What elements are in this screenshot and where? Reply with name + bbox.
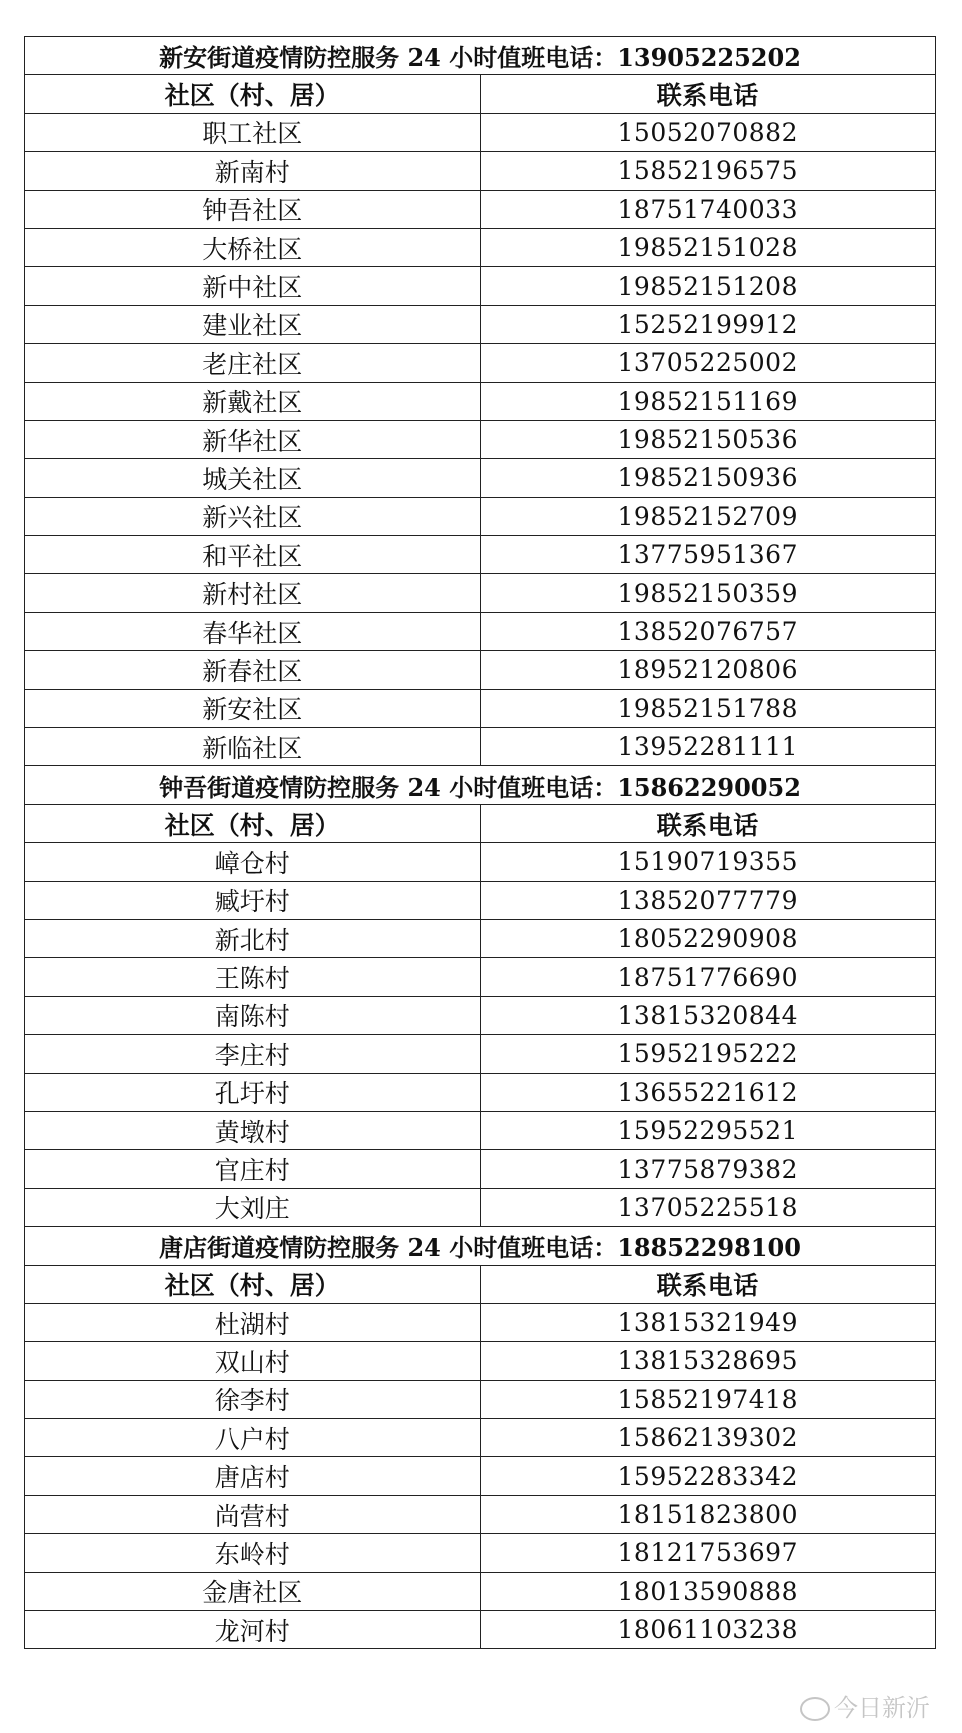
table-row (25, 1073, 936, 1111)
table-row (25, 843, 936, 881)
section-title-row (25, 1227, 936, 1265)
contact-phone: 13952281111 (480, 728, 936, 766)
column-header-phone: 联系电话 (480, 804, 936, 842)
community-name: 大桥社区 (25, 228, 481, 266)
table-row (25, 497, 936, 535)
community-name: 官庄村 (25, 1150, 481, 1188)
contact-phone: 13815328695 (480, 1342, 936, 1380)
watermark-text: 今日新沂 (834, 1694, 930, 1722)
contact-phone: 13775879382 (480, 1150, 936, 1188)
table-row (25, 420, 936, 458)
section-title: 新安街道疫情防控服务 24 小时值班电话：13905225202 (25, 37, 936, 75)
community-name: 新春社区 (25, 651, 481, 689)
community-name: 黄墩村 (25, 1111, 481, 1149)
community-name: 职工社区 (25, 113, 481, 151)
contact-phone: 18151823800 (480, 1495, 936, 1533)
community-name: 新村社区 (25, 574, 481, 612)
table-row (25, 1572, 936, 1610)
contact-phone: 15190719355 (480, 843, 936, 881)
table-row (25, 459, 936, 497)
community-name: 徐李村 (25, 1380, 481, 1418)
table-row (25, 1035, 936, 1073)
contact-phone: 19852150359 (480, 574, 936, 612)
table-row (25, 113, 936, 151)
section-title-row (25, 766, 936, 804)
community-name: 和平社区 (25, 536, 481, 574)
table-row (25, 996, 936, 1034)
contact-phone: 19852151208 (480, 267, 936, 305)
section-title: 钟吾街道疫情防控服务 24 小时值班电话：15862290052 (25, 766, 936, 804)
table-row (25, 919, 936, 957)
table-row (25, 1342, 936, 1380)
community-name: 新安社区 (25, 689, 481, 727)
community-name: 新临社区 (25, 728, 481, 766)
community-name: 东岭村 (25, 1534, 481, 1572)
contact-phone: 13815321949 (480, 1303, 936, 1341)
table-row (25, 1611, 936, 1649)
community-name: 孔圩村 (25, 1073, 481, 1111)
table-row (25, 267, 936, 305)
contact-phone: 18052290908 (480, 919, 936, 957)
contact-phone: 15852196575 (480, 152, 936, 190)
contact-phone: 19852151028 (480, 228, 936, 266)
contact-phone: 15052070882 (480, 113, 936, 151)
column-header-row (25, 1265, 936, 1303)
community-name: 南陈村 (25, 996, 481, 1034)
community-name: 新戴社区 (25, 382, 481, 420)
section-title: 唐店街道疫情防控服务 24 小时值班电话：18852298100 (25, 1227, 936, 1265)
column-header-community: 社区（村、居） (25, 75, 481, 113)
community-name: 新中社区 (25, 267, 481, 305)
community-name: 新南村 (25, 152, 481, 190)
community-name: 新兴社区 (25, 497, 481, 535)
table-row (25, 689, 936, 727)
contact-phone: 15852197418 (480, 1380, 936, 1418)
column-header-community: 社区（村、居） (25, 1265, 481, 1303)
table-row (25, 190, 936, 228)
table-row (25, 152, 936, 190)
contact-phone: 13705225002 (480, 344, 936, 382)
community-name: 双山村 (25, 1342, 481, 1380)
source-watermark (800, 1688, 930, 1723)
table-row (25, 728, 936, 766)
contact-phone: 18013590888 (480, 1572, 936, 1610)
table-row (25, 1188, 936, 1226)
community-name: 老庄社区 (25, 344, 481, 382)
community-name: 杜湖村 (25, 1303, 481, 1341)
table-row (25, 612, 936, 650)
contact-phone: 13705225518 (480, 1188, 936, 1226)
community-name: 钟吾社区 (25, 190, 481, 228)
community-name: 唐店村 (25, 1457, 481, 1495)
column-header-phone: 联系电话 (480, 75, 936, 113)
hotline-table-body (25, 37, 936, 1649)
table-row (25, 1534, 936, 1572)
contact-phone: 19852152709 (480, 497, 936, 535)
section-title-row (25, 37, 936, 75)
table-row (25, 344, 936, 382)
contact-phone: 18751740033 (480, 190, 936, 228)
contact-phone: 19852150536 (480, 420, 936, 458)
contact-phone: 15952283342 (480, 1457, 936, 1495)
table-row (25, 1303, 936, 1341)
community-name: 尚营村 (25, 1495, 481, 1533)
contact-phone: 18121753697 (480, 1534, 936, 1572)
table-row (25, 1380, 936, 1418)
contact-phone: 19852151169 (480, 382, 936, 420)
contact-phone: 15952195222 (480, 1035, 936, 1073)
table-row (25, 1111, 936, 1149)
community-name: 八户村 (25, 1419, 481, 1457)
contact-phone: 13655221612 (480, 1073, 936, 1111)
contact-phone: 18061103238 (480, 1611, 936, 1649)
table-row (25, 536, 936, 574)
contact-phone: 15862139302 (480, 1419, 936, 1457)
contact-phone: 18952120806 (480, 651, 936, 689)
community-name: 新北村 (25, 919, 481, 957)
contact-phone: 19852151788 (480, 689, 936, 727)
table-row (25, 1150, 936, 1188)
column-header-phone: 联系电话 (480, 1265, 936, 1303)
contact-phone: 15952295521 (480, 1111, 936, 1149)
table-row (25, 228, 936, 266)
contact-phone: 13775951367 (480, 536, 936, 574)
community-name: 建业社区 (25, 305, 481, 343)
community-name: 王陈村 (25, 958, 481, 996)
contact-phone: 13852076757 (480, 612, 936, 650)
table-row (25, 1457, 936, 1495)
column-header-row (25, 75, 936, 113)
table-row (25, 958, 936, 996)
community-name: 春华社区 (25, 612, 481, 650)
community-name: 嶂仓村 (25, 843, 481, 881)
community-name: 大刘庄 (25, 1188, 481, 1226)
community-name: 城关社区 (25, 459, 481, 497)
table-row (25, 881, 936, 919)
table-row (25, 651, 936, 689)
column-header-row (25, 804, 936, 842)
table-row (25, 382, 936, 420)
contact-phone: 13815320844 (480, 996, 936, 1034)
community-name: 新华社区 (25, 420, 481, 458)
table-row (25, 1495, 936, 1533)
community-name: 臧圩村 (25, 881, 481, 919)
table-row (25, 574, 936, 612)
table-row (25, 305, 936, 343)
community-name: 金唐社区 (25, 1572, 481, 1610)
contact-phone: 15252199912 (480, 305, 936, 343)
wechat-icon (800, 1697, 830, 1721)
contact-phone: 18751776690 (480, 958, 936, 996)
table-row (25, 1419, 936, 1457)
hotline-table (24, 36, 936, 1649)
contact-phone: 19852150936 (480, 459, 936, 497)
community-name: 李庄村 (25, 1035, 481, 1073)
contact-phone: 13852077779 (480, 881, 936, 919)
column-header-community: 社区（村、居） (25, 804, 481, 842)
community-name: 龙河村 (25, 1611, 481, 1649)
